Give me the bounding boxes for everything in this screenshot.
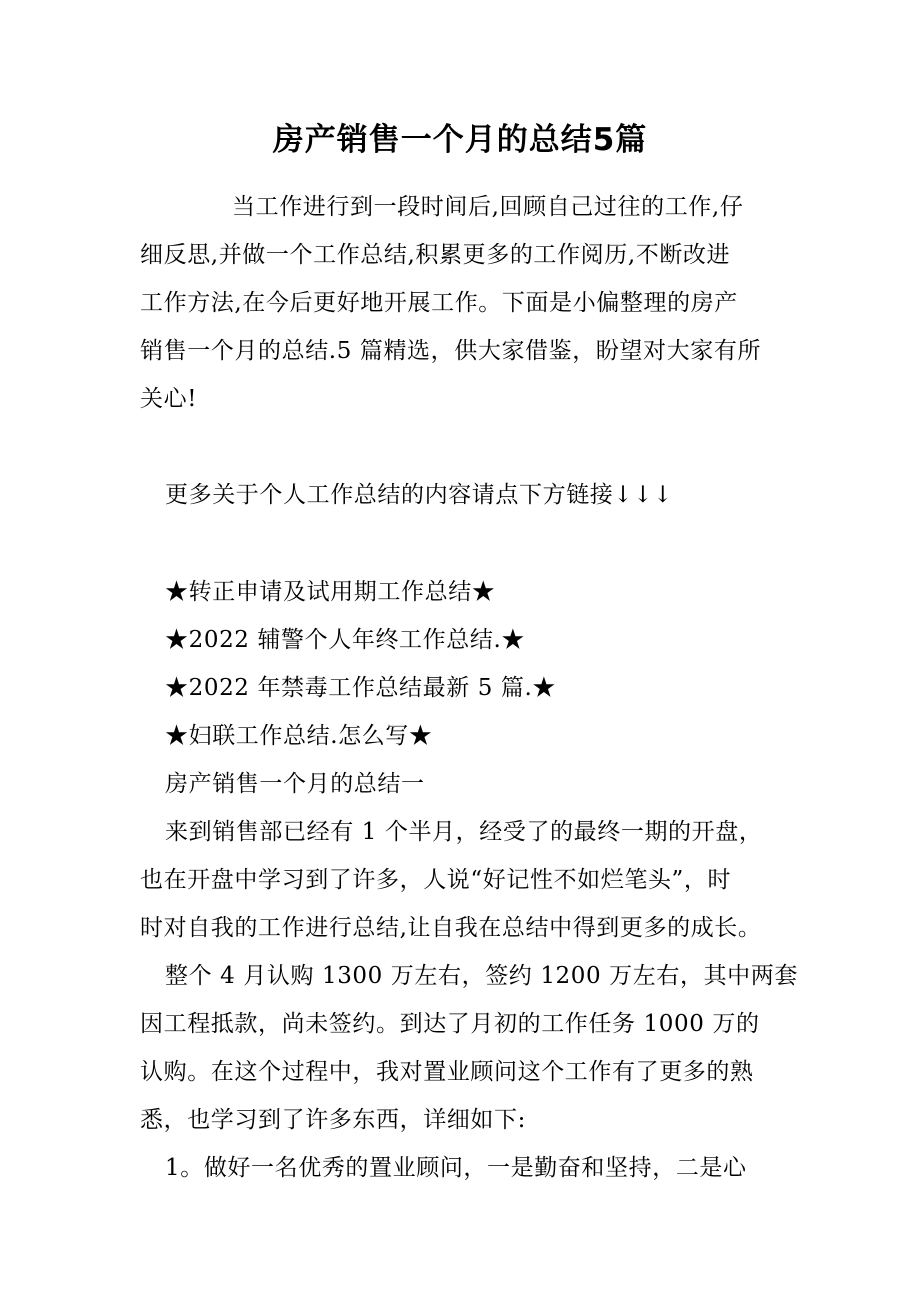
link-womens-federation-summary[interactable]: ★妇联工作总结.怎么写★ xyxy=(165,723,433,749)
document-title: 房产销售一个月的总结5篇 xyxy=(272,122,648,158)
intro-line: 工作方法,在今后更好地开展工作。下面是小偏整理的房产 xyxy=(140,290,738,316)
body-line: 时对自我的工作进行总结,让自我在总结中得到更多的成长。 xyxy=(140,915,762,941)
section-heading: 房产销售一个月的总结一 xyxy=(165,771,425,797)
body-line: 1。做好一名优秀的置业顾问，一是勤奋和坚持，二是心 xyxy=(165,1155,747,1181)
body-line: 认购。在这个过程中，我对置业顾问这个工作有了更多的熟 xyxy=(140,1059,754,1085)
body-line: 也在开盘中学习到了许多，人说“好记性不如烂笔头”，时 xyxy=(140,867,732,893)
link-auxiliary-police-summary[interactable]: ★2022 辅警个人年终工作总结.★ xyxy=(165,627,525,653)
more-links-text: 更多关于个人工作总结的内容请点下方链接↓↓↓ xyxy=(165,482,674,508)
body-line: 因工程抵款，尚未签约。到达了月初的工作任务 1000 万的 xyxy=(140,1011,760,1037)
body-line: 整个 4 月认购 1300 万左右，签约 1200 万左右，其中两套 xyxy=(165,963,798,989)
intro-line: 细反思,并做一个工作总结,积累更多的工作阅历,不断改进 xyxy=(140,242,731,268)
intro-line: 销售一个月的总结.5 篇精选，供大家借鉴，盼望对大家有所 xyxy=(140,338,762,364)
intro-line: 关心! xyxy=(140,386,198,412)
link-anti-drug-summary[interactable]: ★2022 年禁毒工作总结最新 5 篇.★ xyxy=(165,675,557,701)
body-line: 悉，也学习到了许多东西，详细如下: xyxy=(140,1107,526,1133)
intro-line: 当工作进行到一段时间后,回顾自己过往的工作,仔 xyxy=(232,194,744,220)
body-line: 来到销售部已经有 1 个半月，经受了的最终一期的开盘， xyxy=(165,819,763,845)
link-probation-summary[interactable]: ★转正申请及试用期工作总结★ xyxy=(165,579,496,605)
